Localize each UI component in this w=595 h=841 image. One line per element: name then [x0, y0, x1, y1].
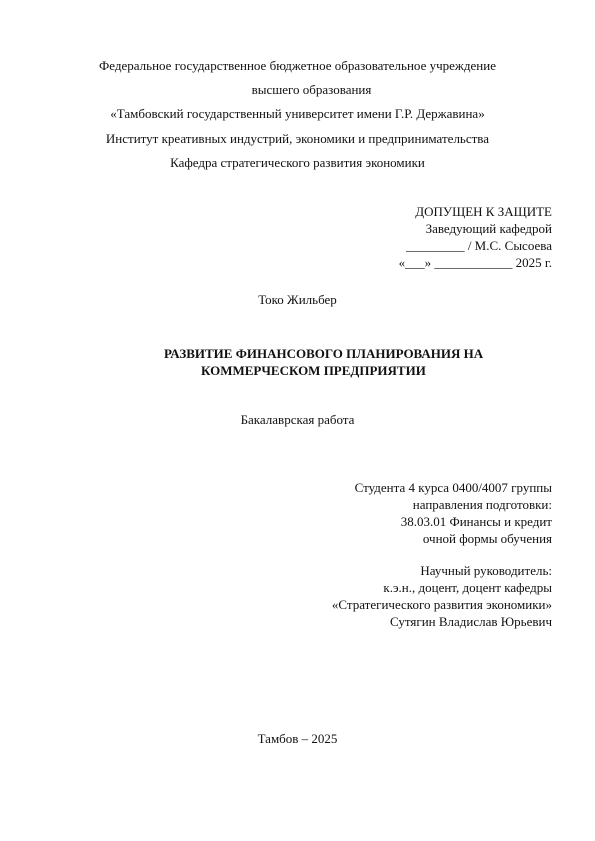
header-line-university: «Тамбовский государственный университет имени Г.Р. Державина»: [110, 106, 485, 121]
header-line-institute: Институт креативных индустрий, экономики и предпринимательства: [105, 131, 490, 146]
student-direction-label: направления подготовки:: [412, 497, 552, 512]
approval-position: Заведующий кафедрой: [425, 221, 552, 236]
header-line-education-level: высшего образования: [251, 82, 372, 97]
approval-date: «___» ____________ 2025 г.: [398, 255, 552, 270]
student-course-group: Студента 4 курса 0400/4007 группы: [354, 480, 552, 495]
work-type: Бакалаврская работа: [240, 412, 355, 427]
header-line-institution-type: Федеральное государственное бюджетное образовательное учреждение: [99, 58, 496, 73]
thesis-title-line-1: РАЗВИТИЕ ФИНАНСОВОГО ПЛАНИРОВАНИЯ НА: [164, 346, 484, 361]
supervisor-label: Научный руководитель:: [420, 563, 552, 578]
thesis-title-line-2: КОММЕРЧЕСКОМ ПРЕДПРИЯТИИ: [201, 363, 426, 378]
student-study-form: очной формы обучения: [422, 531, 552, 546]
student-direction: 38.03.01 Финансы и кредит: [400, 514, 552, 529]
author-name: Токо Жильбер: [258, 292, 337, 307]
city-year: Тамбов – 2025: [257, 731, 338, 746]
approval-heading: ДОПУЩЕН К ЗАЩИТЕ: [415, 204, 552, 219]
supervisor-department: «Стратегического развития экономики»: [331, 597, 552, 612]
header-line-department: Кафедра стратегического развития экономики: [170, 155, 425, 170]
supervisor-degree: к.э.н., доцент, доцент кафедры: [383, 580, 552, 595]
supervisor-name: Сутягин Владислав Юрьевич: [390, 614, 552, 629]
approval-signature: _________ / М.С. Сысоева: [406, 238, 552, 253]
